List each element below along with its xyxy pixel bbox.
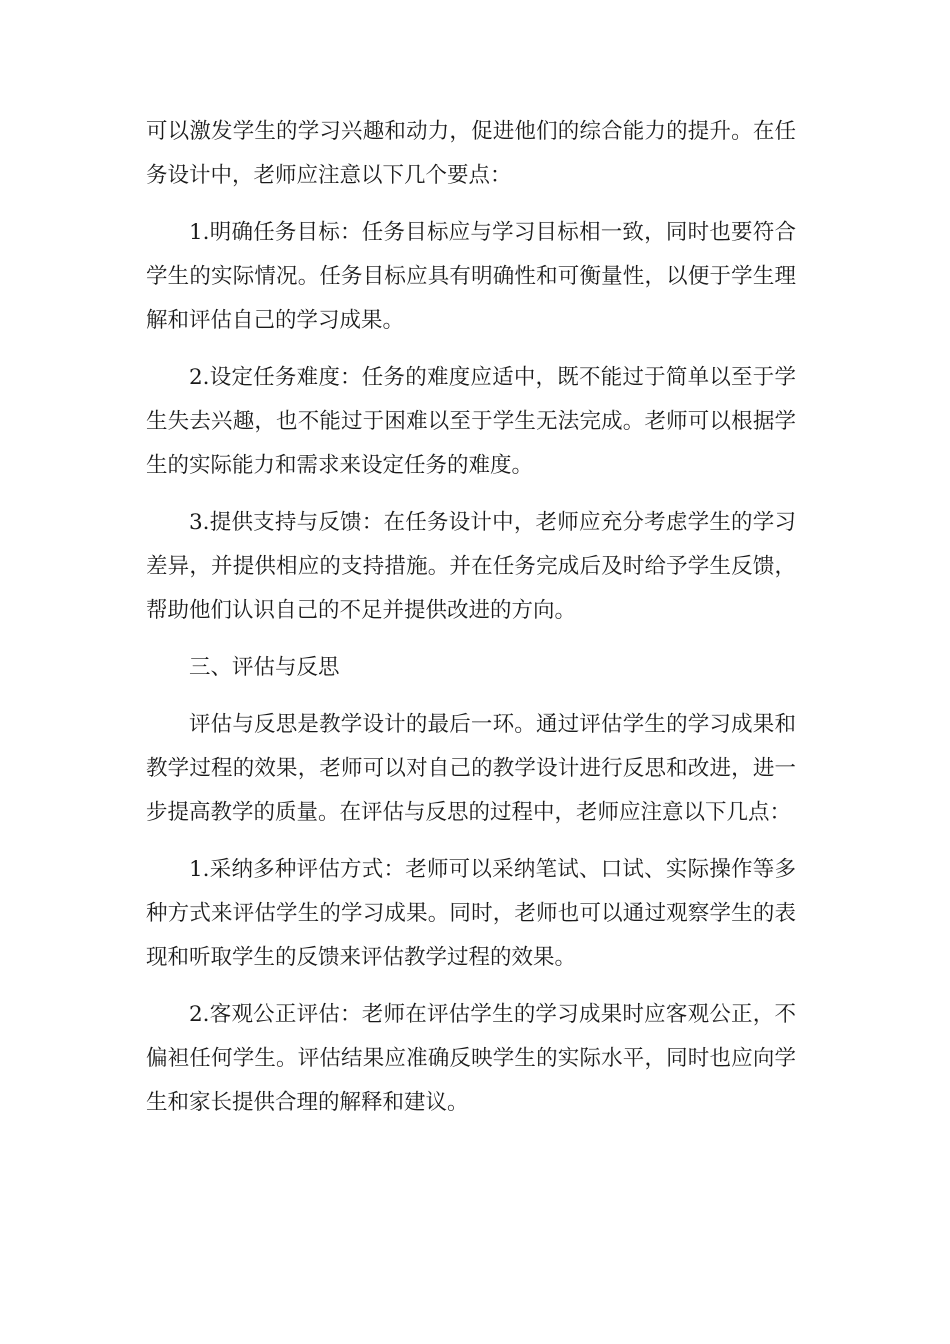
paragraph-evaluation-intro: 评估与反思是教学设计的最后一环。通过评估学生的学习成果和教学过程的效果，老师可以对自己的教学设计进行反思和改进，进一步提高教学的质量。在评估与反思的过程中，老师应注意以下几点： [146,712,796,825]
document-body [146,110,796,1138]
list-item-task-goal: 1.明确任务目标：任务目标应与学习目标相一致，同时也要符合学生的实际情况。任务目标应具有明确性和可衡量性，以便于学生理解和评估自己的学习成果。 [146,220,796,333]
list-item-support-feedback: 3.提供支持与反馈：在任务设计中，老师应充分考虑学生的学习差异，并提供相应的支持措施。并在任务完成后及时给予学生反馈，帮助他们认识自己的不足并提供改进的方向。 [146,510,796,623]
paragraph-continuation: 可以激发学生的学习兴趣和动力，促进他们的综合能力的提升。在任务设计中，老师应注意以下几个要点： [146,119,796,188]
section-heading: 三、评估与反思 [189,655,340,680]
list-item-task-difficulty: 2.设定任务难度：任务的难度应适中，既不能过于简单以至于学生失去兴趣，也不能过于困难以至于学生无法完成。老师可以根据学生的实际能力和需求来设定任务的难度。 [146,365,796,478]
list-item-objective-evaluation: 2.客观公正评估：老师在评估学生的学习成果时应客观公正，不偏袒任何学生。评估结果应准确反映学生的实际水平，同时也应向学生和家长提供合理的解释和建议。 [146,1002,796,1115]
list-item-evaluation-methods: 1.采纳多种评估方式：老师可以采纳笔试、口试、实际操作等多种方式来评估学生的学习成果。同时，老师也可以通过观察学生的表现和听取学生的反馈来评估教学过程的效果。 [146,857,796,970]
